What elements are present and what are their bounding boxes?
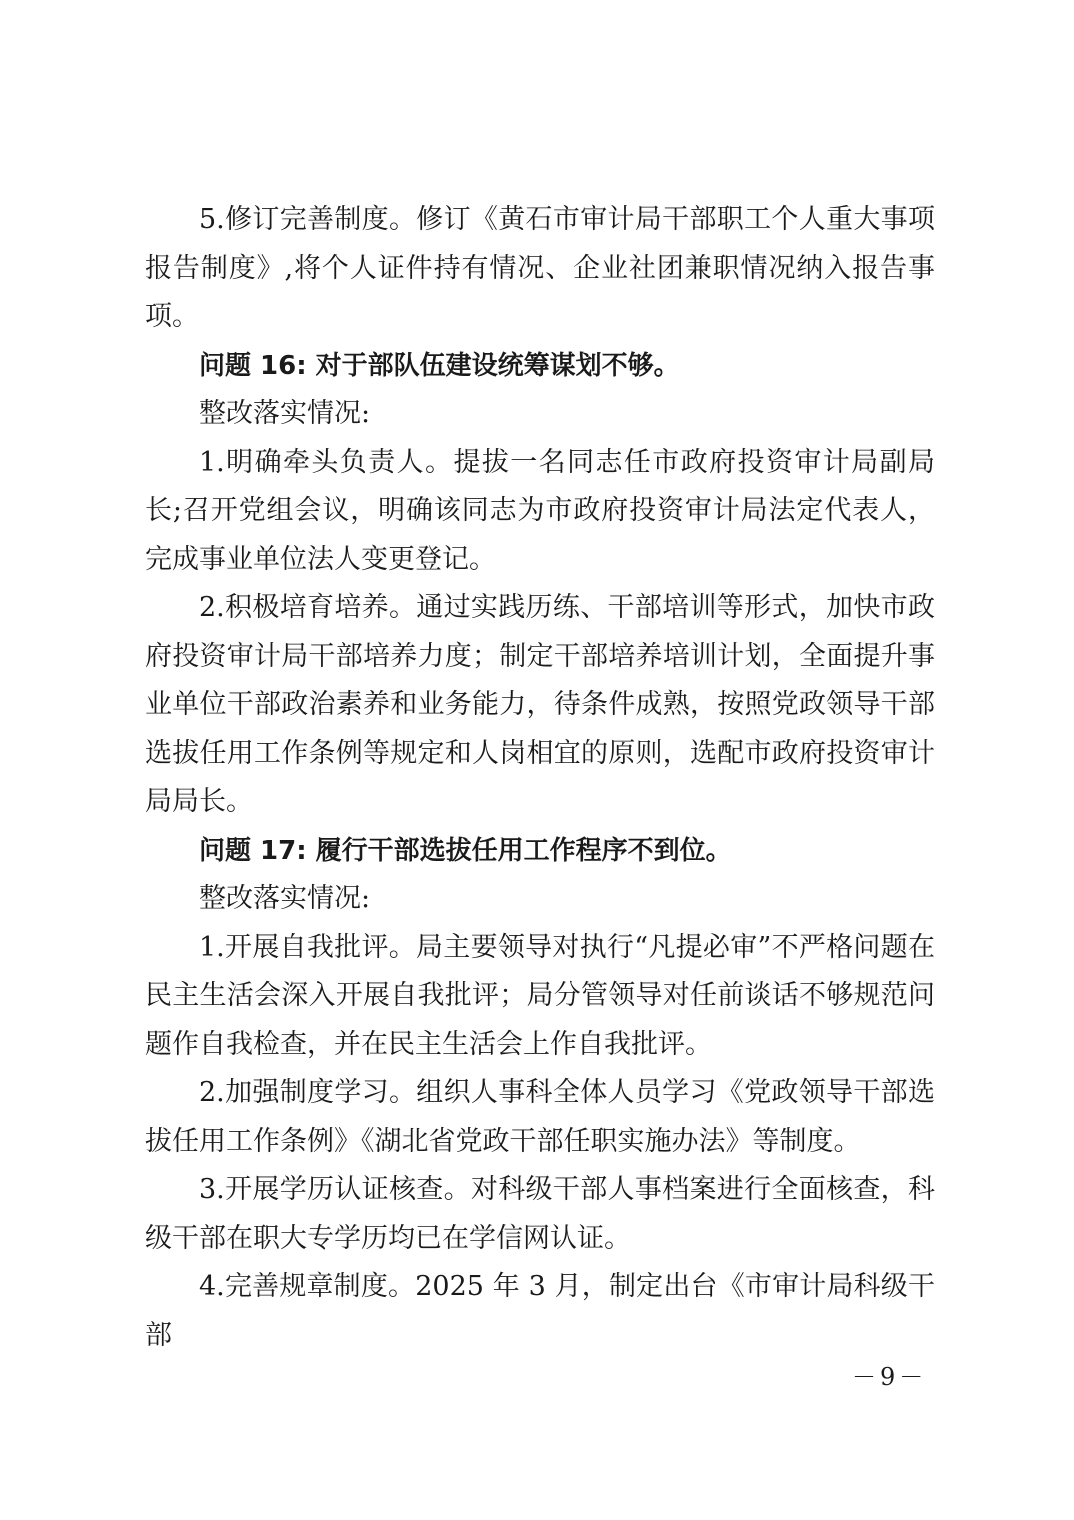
rectification-status-label: 整改落实情况: (199, 883, 371, 914)
paragraph-improve-rules: 4.完善规章制度。2025 年 3 月，制定出台《市审计局科级干部 (145, 1271, 935, 1351)
heading-issue-16: 问题 16: 对于部队伍建设统筹谋划不够。 (199, 350, 680, 381)
page-number: －9－ (852, 1363, 928, 1391)
paragraph-education-verification: 3.开展学历认证核查。对科级干部人事档案进行全面核查，科级干部在职大专学历均已在学信网认证。 (145, 1174, 935, 1254)
rectification-status-label: 整改落实情况: (199, 398, 371, 429)
paragraph-revise-system: 5.修订完善制度。修订《黄石市审计局干部职工个人重大事项报告制度》,将个人证件持有情况、企业社团兼职情况纳入报告事项。 (145, 204, 935, 332)
paragraph-cultivation: 2.积极培育培养。通过实践历练、干部培训等形式，加快市政府投资审计局干部培养力度；制定干部培养培训计划，全面提升事业单位干部政治素养和业务能力，待条件成熟，按照党政领导干部选拔任用工作条例等规定和人岗相宜的原则，选配市政府投资审计局局长。 (145, 592, 935, 817)
heading-issue-17: 问题 17: 履行干部选拔任用工作程序不到位。 (199, 835, 732, 866)
paragraph-system-study: 2.加强制度学习。组织人事科全体人员学习《党政领导干部选拔任用工作条例》《湖北省党政干部任职实施办法》等制度。 (145, 1077, 935, 1157)
paragraph-clarify-leader: 1.明确牵头负责人。提拔一名同志任市政府投资审计局副局长;召开党组会议，明确该同志为市政府投资审计局法定代表人，完成事业单位法人变更登记。 (145, 446, 935, 575)
paragraph-self-criticism: 1.开展自我批评。局主要领导对执行“凡提必审”不严格问题在民主生活会深入开展自我批评；局分管领导对任前谈话不够规范问题作自我检查，并在民主生活会上作自我批评。 (145, 931, 935, 1060)
document-body (145, 196, 935, 1360)
